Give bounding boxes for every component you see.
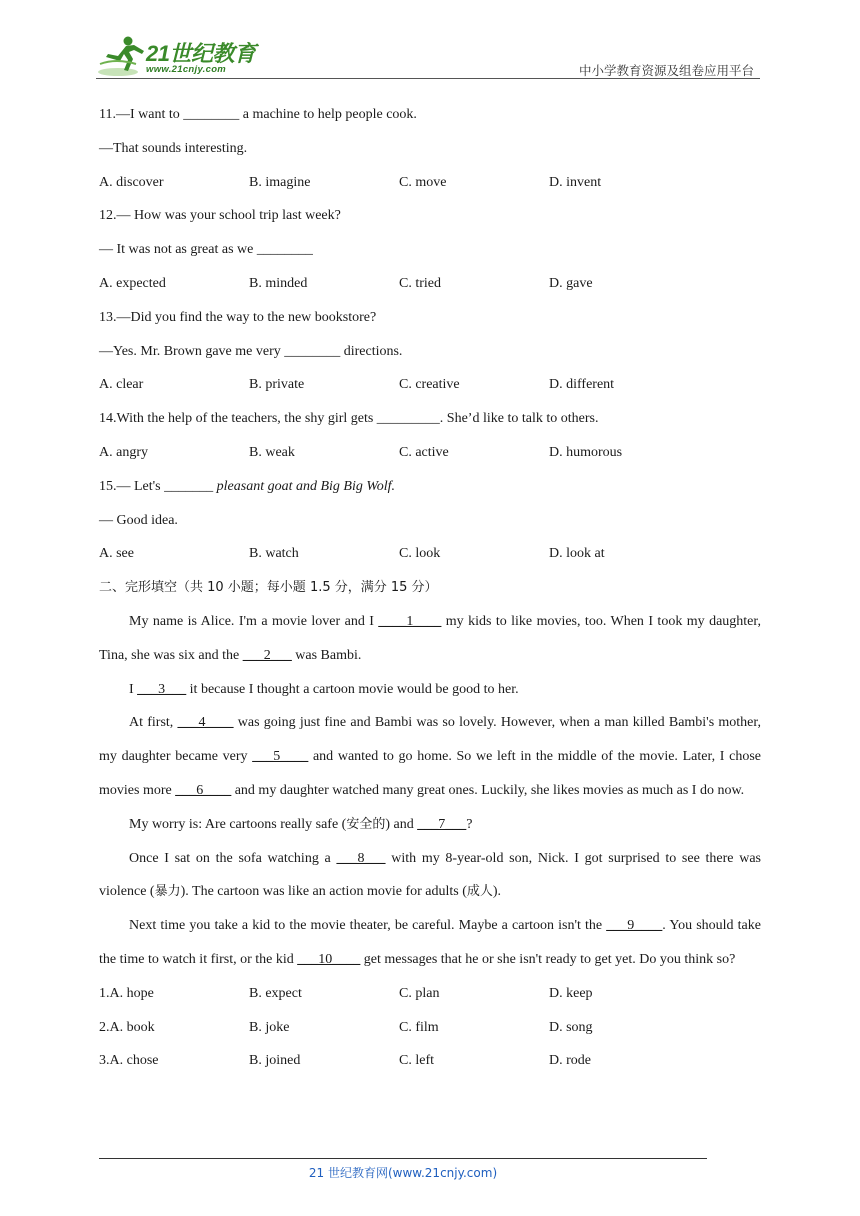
text: was Bambi. (291, 647, 362, 663)
option: 2.A. book (99, 1019, 155, 1035)
blank: ___8___ (336, 850, 386, 866)
chinese-gloss: 暴力 (154, 884, 181, 900)
chinese-gloss: 安全的 (346, 816, 386, 832)
question-stem: 14.With the help of the teachers, the shy girl gets _________. She’d like to talk to others. (99, 411, 599, 427)
logo-url: www.21cnjy.com (146, 64, 227, 75)
question-stem: 12.— How was your school trip last week? (99, 208, 341, 224)
logo-title: 21世纪教育 (146, 41, 256, 66)
question-reply: —Yes. Mr. Brown gave me very ________ directions. (99, 343, 403, 359)
option: C. film (399, 1019, 439, 1035)
passage-paragraph (99, 808, 761, 842)
text: I (129, 681, 138, 697)
blank: ___4____ (177, 715, 234, 731)
option: D. invent (549, 174, 602, 190)
page-header (96, 34, 760, 84)
footer-divider (99, 1158, 707, 1159)
header-divider (96, 78, 760, 79)
passage-paragraph (99, 706, 761, 807)
blank: ___7___ (417, 816, 467, 832)
question-reply: —That sounds interesting. (99, 140, 248, 156)
option: 3.A. chose (99, 1053, 159, 1069)
option: C. look (399, 546, 441, 562)
option: B. watch (249, 546, 299, 562)
question-stem: 13.—Did you find the way to the new bookstore? (99, 309, 377, 325)
option: A. clear (99, 377, 144, 393)
text: My worry is: Are cartoons really safe ( (129, 816, 347, 832)
option: 1.A. hope (99, 985, 154, 1001)
option: B. imagine (249, 174, 311, 190)
option: C. plan (399, 985, 440, 1001)
question-stem: 11.—I want to ________ a machine to help people cook. (99, 107, 417, 122)
section-heading: 二、完形填空（共 10 小题；每小题 1.5 分，满分 15 分） (99, 580, 438, 596)
text: it because I thought a cartoon movie would be good to her. (186, 681, 519, 697)
choice-row (99, 977, 761, 1011)
passage-paragraph (99, 605, 761, 673)
choice-row (99, 1011, 761, 1045)
option: D. song (549, 1019, 593, 1035)
option: C. move (399, 174, 447, 190)
option: D. different (549, 377, 615, 393)
header-platform-text: 中小学教育资源及组卷应用平台 (578, 63, 754, 78)
blank: ___5____ (252, 749, 309, 765)
blank: ___9____ (606, 918, 663, 934)
question-options (99, 267, 761, 301)
text: My name is Alice. I'm a movie lover and I (129, 613, 379, 629)
option: B. weak (249, 444, 295, 460)
text: Once I sat on the sofa watching a (129, 850, 337, 866)
option: B. private (249, 377, 305, 393)
blank: ____1____ (378, 613, 442, 629)
option: B. joined (249, 1053, 301, 1069)
text: Next time you take a kid to the movie theater, be careful. Maybe a cartoon isn't the (129, 918, 607, 934)
option: D. keep (549, 985, 593, 1001)
question-reply: — Good idea. (99, 512, 178, 528)
text: ). The cartoon was like an action movie for adults ( (180, 884, 467, 900)
option: A. angry (99, 444, 148, 460)
blank: ___3___ (137, 681, 187, 697)
passage-paragraph (99, 909, 761, 977)
question-reply: — It was not as great as we ________ (99, 242, 313, 258)
stem-italic-title: pleasant goat and Big Big Wolf. (216, 478, 396, 494)
question-stem (99, 470, 761, 504)
text: was going just fine and Bambi was so lovely. However, when a man killed Bambi's mother, my daughter became very (99, 715, 761, 765)
option: B. minded (249, 275, 308, 291)
footer-text: 21 世纪教育网(www.21cnjy.com) (308, 1166, 498, 1180)
option: D. humorous (549, 444, 623, 460)
text: and my daughter watched many great ones. Luckily, she likes movies as much as I do now. (231, 782, 745, 798)
option: D. rode (549, 1053, 591, 1069)
option: A. expected (99, 275, 166, 291)
document-body (99, 98, 761, 1078)
choice-row (99, 1044, 761, 1078)
text: ? (466, 816, 473, 832)
text: get messages that he or she isn't ready to get yet. Do you think so? (360, 951, 736, 967)
option: D. look at (549, 546, 605, 562)
passage-paragraph (99, 673, 761, 707)
blank: ___6____ (175, 782, 232, 798)
text: ). (492, 884, 502, 900)
option: A. see (99, 546, 134, 562)
passage-paragraph (99, 842, 761, 910)
chinese-gloss: 成人 (466, 884, 493, 900)
option: B. joke (249, 1019, 290, 1035)
option: C. creative (399, 377, 460, 393)
option: C. left (399, 1053, 434, 1069)
text: . You should take the time to watch it first, or the kid (99, 918, 761, 967)
text: my kids to like movies, too. When I took my daughter, Tina, she was six and the (99, 613, 761, 663)
option: A. discover (99, 174, 164, 190)
text: At first, (129, 715, 178, 731)
text: ) and (385, 816, 418, 832)
option: B. expect (249, 985, 302, 1001)
option: C. tried (399, 275, 441, 291)
question-options (99, 537, 761, 571)
blank: ___2___ (242, 647, 292, 663)
option: C. active (399, 444, 449, 460)
logo (96, 34, 266, 78)
text: with my 8-year-old son, Nick. I got surprised to see there was violence ( (99, 850, 761, 900)
question-options (99, 436, 761, 470)
blank: ___10____ (297, 951, 361, 967)
question-options (99, 166, 761, 200)
text: and wanted to go home. So we left in the middle of the movie. Later, I chose movies more (99, 749, 761, 798)
question-options (99, 368, 761, 402)
option: D. gave (549, 275, 593, 291)
stem-text: 15.— Let's _______ (99, 478, 217, 494)
